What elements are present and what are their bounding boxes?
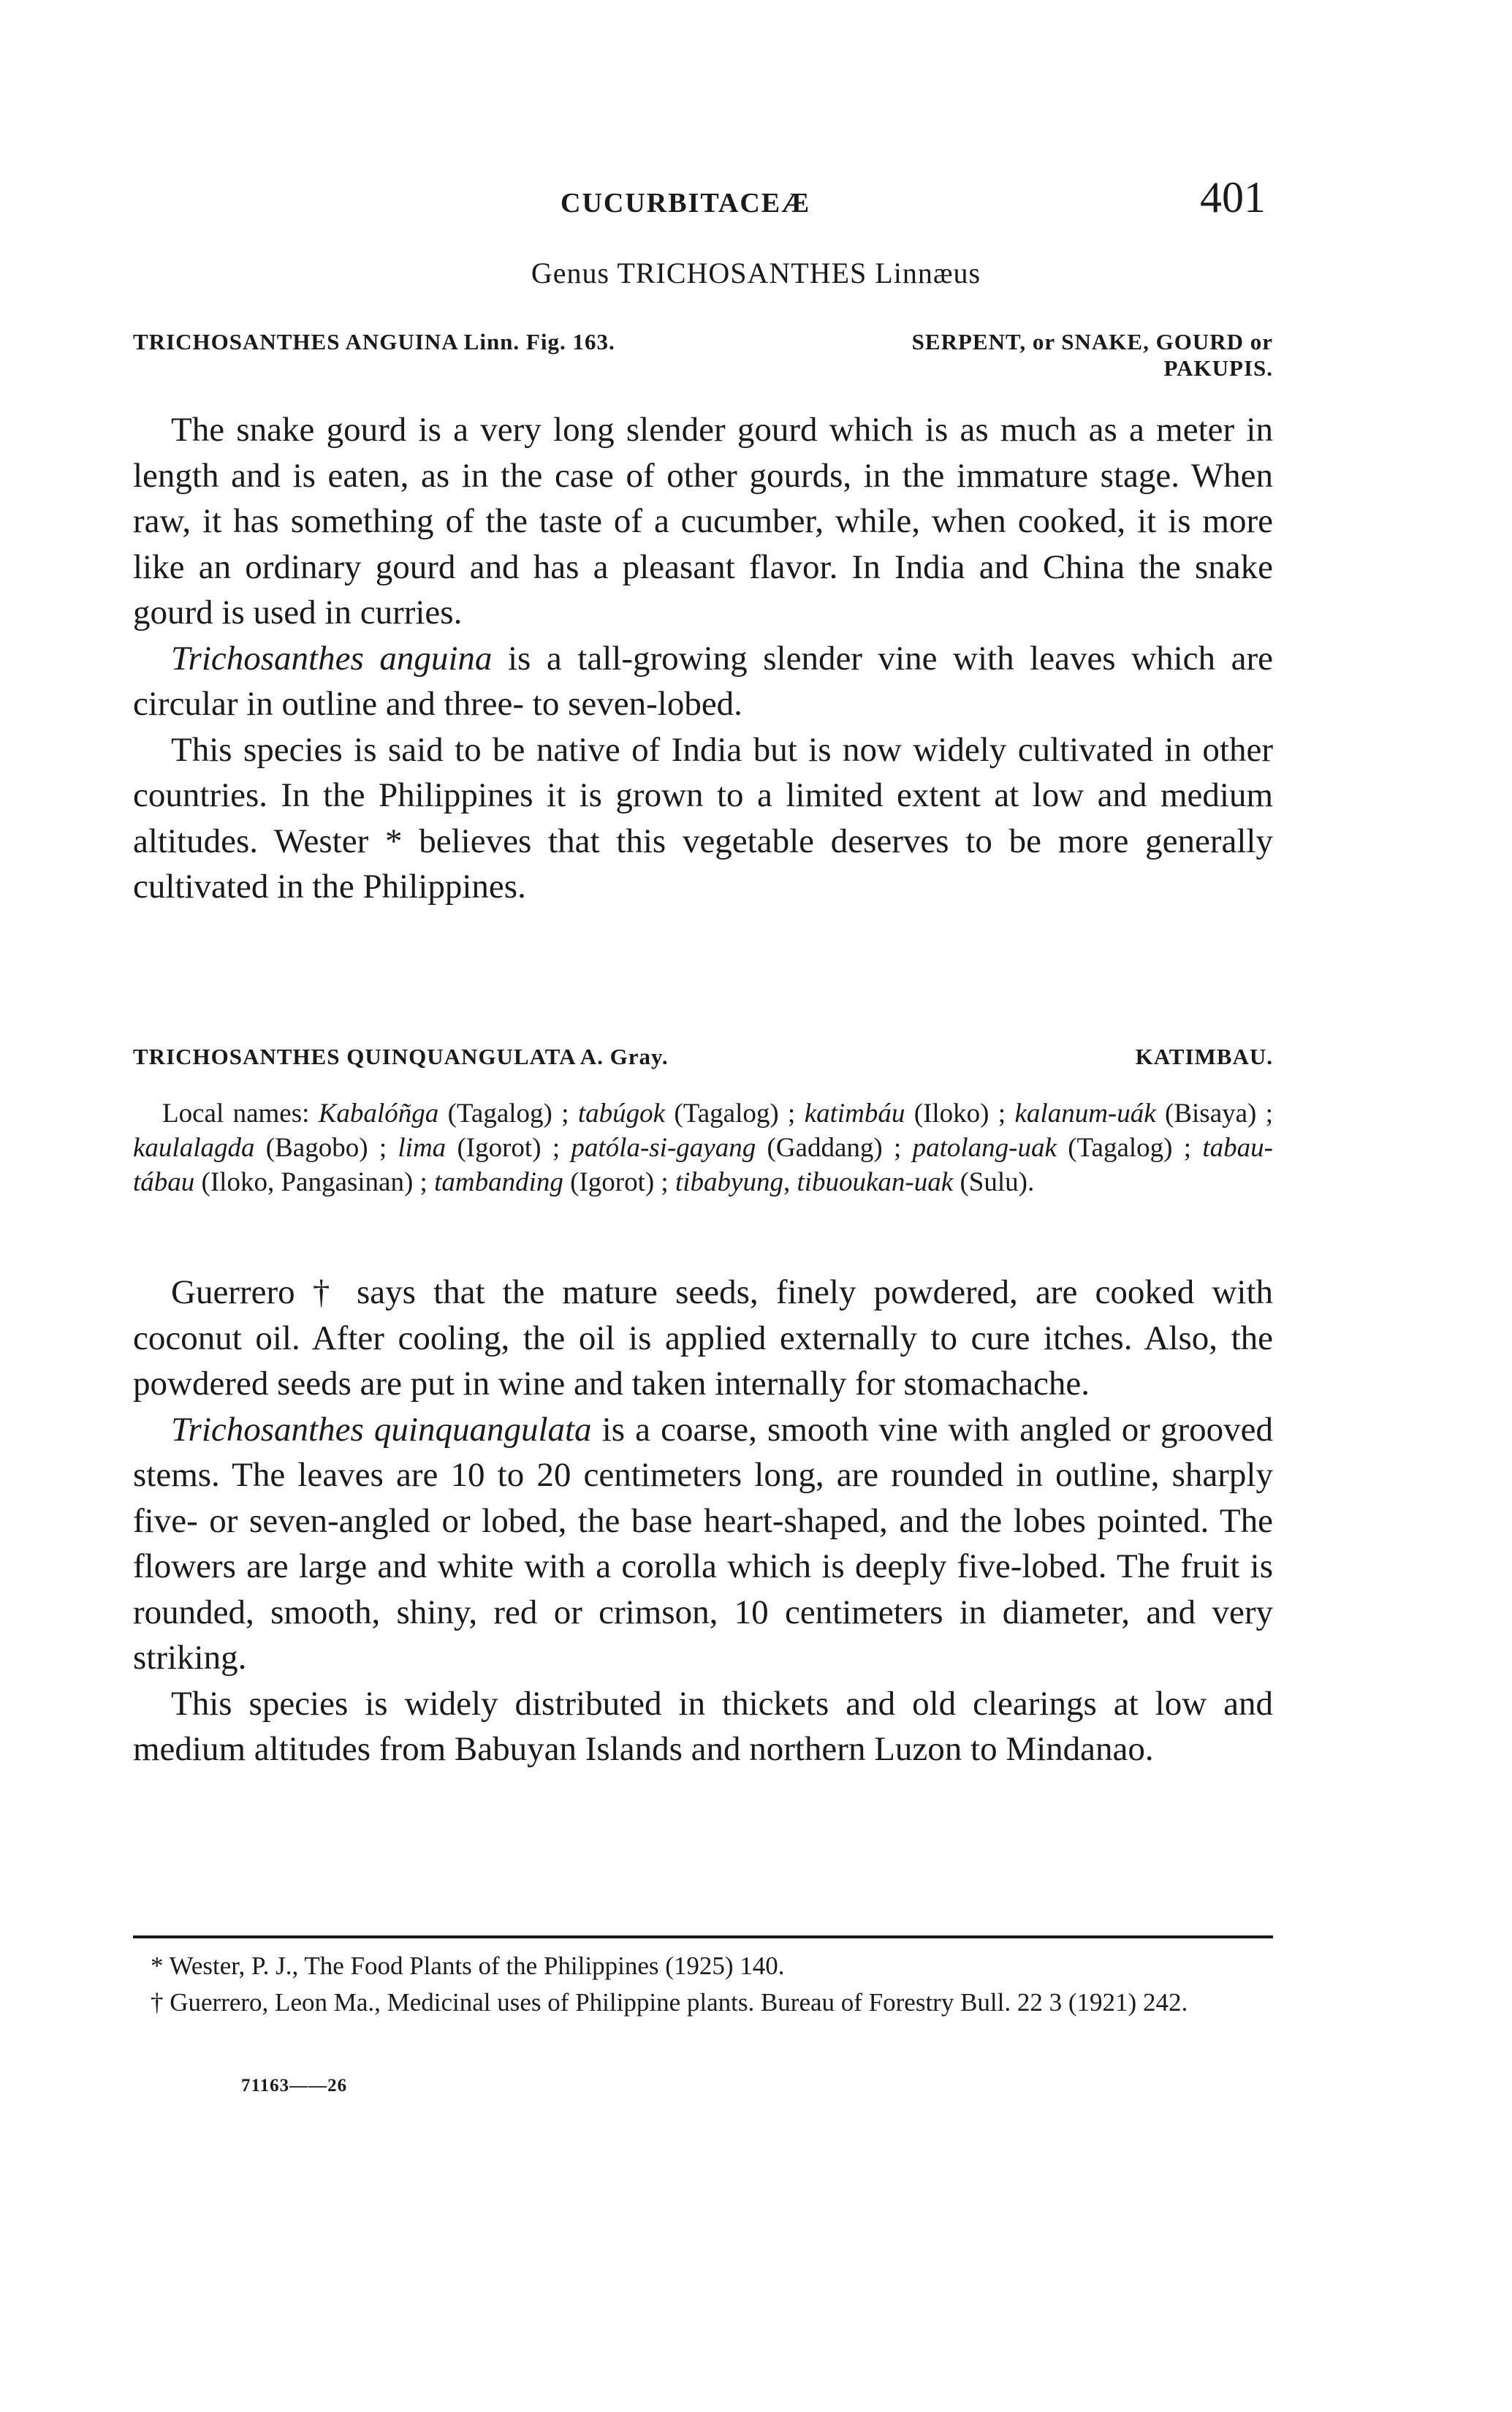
local-name: kaulalagda: [133, 1133, 255, 1163]
local-name-language: (Bagobo) ;: [254, 1133, 398, 1163]
paragraph: Trichosanthes anguina is a tall-growing slender vine with leaves which are circular in outline and three- to seven-lobed.: [133, 639, 1273, 723]
paragraph: Guerrero † says that the mature seeds, finely powdered, are cooked with coconut oil. After cooling, the oil is applied externally to cure itches. Also, the powdered seeds are put in wine and taken internally for stomachache.: [133, 1273, 1273, 1403]
species-heading-quinquangulata: [133, 1044, 1273, 1077]
local-name-language: (Tagalog) ;: [438, 1099, 578, 1129]
footnotes: [133, 1948, 1273, 2021]
local-name: patolang-uak: [912, 1133, 1057, 1163]
common-name-anguina: SERPENT, or SNAKE, GOURD or PAKUPIS.: [911, 329, 1273, 381]
page-number: 401: [1200, 173, 1266, 221]
local-name-language: (Igorot) ;: [446, 1133, 571, 1163]
local-name: kalanum-uák: [1014, 1099, 1156, 1129]
local-name-language: (Igorot) ;: [563, 1167, 675, 1197]
species-heading-anguina: [133, 329, 1273, 387]
body-text-quinquangulata: [133, 1270, 1273, 1772]
local-name-language: (Tagalog) ;: [1056, 1133, 1203, 1163]
paragraph: The snake gourd is a very long slender gourd which is as much as a meter in length and is eaten, as in the case of other gourds, in the immature stage. When raw, it has something of the taste of a cucumber, while, when cooked, it is more like an ordinary gourd and has a pleasant flavor. In India and China the snake gourd is used in curries.: [133, 411, 1273, 632]
local-name: tabúgok: [577, 1099, 666, 1129]
paragraph: This species is said to be native of India but is now widely cultivated in other countries. In the Philippines it is grown to a limited extent at low and medium altitudes. Wester * believes that this vegetable deserves to be more generally cultivated in the Philippines.: [133, 730, 1273, 906]
running-title: CUCURBITACEÆ: [561, 188, 811, 219]
printer-signature: 71163——26: [241, 2076, 348, 2096]
species-name-anguina: TRICHOSANTHES ANGUINA Linn. Fig. 163.: [133, 329, 615, 354]
local-name: tabau-tábau: [133, 1133, 1273, 1197]
local-name: Kabalóñga: [318, 1099, 439, 1129]
common-name-quinquangulata: KATIMBAU.: [1135, 1044, 1273, 1069]
local-name-language: (Bisaya) ;: [1155, 1099, 1274, 1129]
footnote: † Guerrero, Leon Ma., Medicinal uses of Philippine plants. Bureau of Forestry Bull. 22 3 (1921) 242.: [151, 1988, 1188, 2017]
local-name-language: (Sulu).: [953, 1167, 1035, 1197]
local-name: tambanding: [434, 1167, 563, 1197]
page-header: [133, 172, 1273, 231]
local-name: tibabyung: [675, 1167, 783, 1197]
species-name-quinquangulata: TRICHOSANTHES QUINQUANGULATA A. Gray.: [133, 1044, 669, 1069]
local-name-language: ,: [783, 1167, 797, 1197]
paragraph: Trichosanthes quinquangulata is a coarse, smooth vine with angled or grooved stems. The leaves are 10 to 20 centimeters long, are rounded in outline, sharply five- or seven-angled or lobed, the base heart-shaped, and the lobes pointed. The flowers are large and white with a corolla which is deeply five-lobed. The fruit is rounded, smooth, shiny, red or crimson, 10 centimeters in diameter, and very striking.: [133, 1410, 1273, 1677]
local-name-language: (Gaddang) ;: [756, 1133, 913, 1163]
local-name: lima: [398, 1133, 447, 1163]
local-name: patóla-si-gayang: [571, 1133, 756, 1163]
local-name-language: (Tagalog) ;: [665, 1099, 805, 1129]
local-name-language: (Iloko) ;: [905, 1099, 1015, 1129]
paragraph: This species is widely distributed in thickets and old clearings at low and medium altitudes from Babuyan Islands and northern Luzon to Mindanao.: [133, 1684, 1273, 1768]
local-names: Local names: Kabalóñga (Tagalog) ; tabúgok (Tagalog) ; katimbáu (Iloko) ; kalanum-uák (Bisaya) ; kaulalagda (Bagobo) ; lima (Igorot) ; patóla-si-gayang (Gaddang) ; patolang-uak (Tagalog) ; tabau-tábau (Iloko, Pangasinan) ; tambanding (Igorot) ; tibabyung, tibuoukan-uak (Sulu).: [133, 1099, 1274, 1197]
footnote-rule: [133, 1935, 1273, 1938]
genus-heading: Genus TRICHOSANTHES Linnæus: [531, 257, 981, 289]
local-name: tibuoukan-uak: [797, 1167, 954, 1197]
local-name: katimbáu: [804, 1099, 905, 1129]
local-name-language: (Iloko, Pangasinan) ;: [194, 1167, 435, 1197]
footnote: * Wester, P. J., The Food Plants of the Philippines (1925) 140.: [151, 1952, 785, 1980]
body-text-anguina: [133, 407, 1273, 910]
